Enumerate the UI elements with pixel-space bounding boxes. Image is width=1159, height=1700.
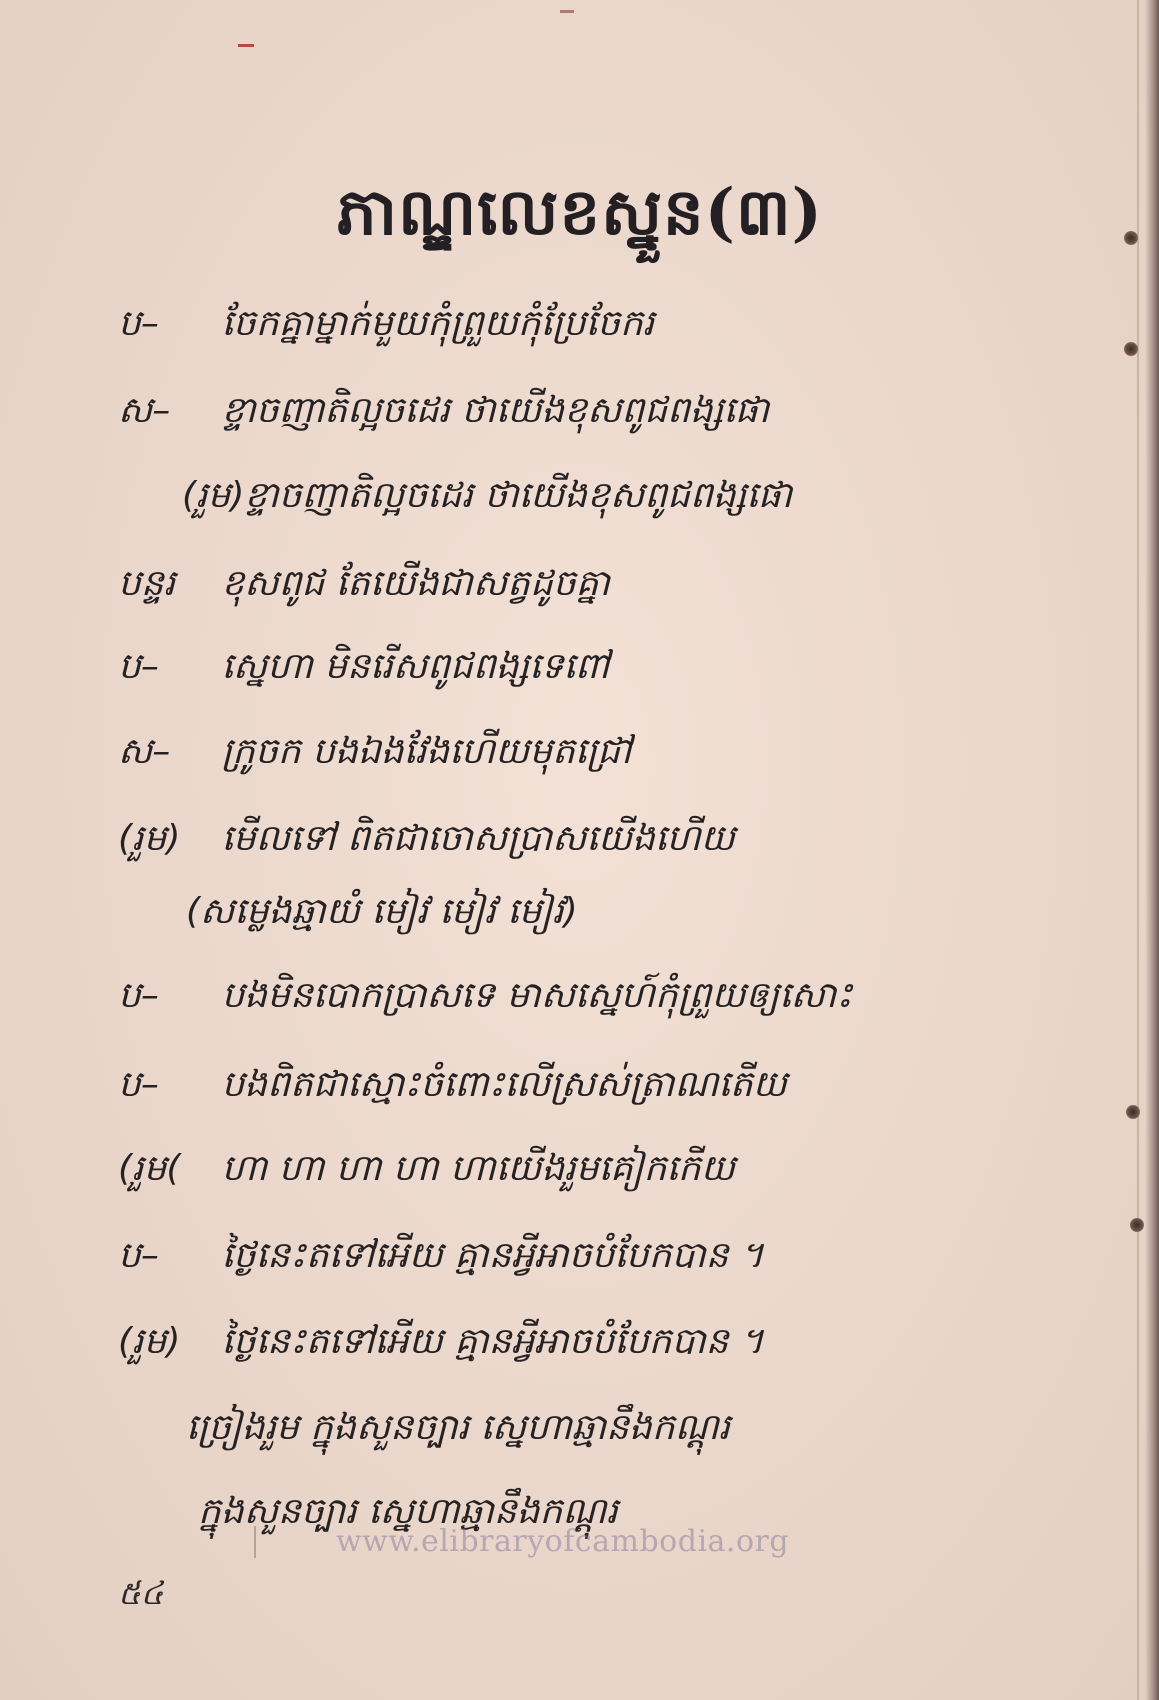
line-text: ស្នេហា មិនរើសពូជពង្សទេពៅ (221, 646, 610, 687)
speaker-label: ស– (118, 731, 171, 772)
line-text: ក្នុងសួនច្បារ ស្នេហាឆ្មានឹងកណ្តុរ (198, 1491, 618, 1532)
dialogue-line (118, 643, 609, 696)
speaker-label: ប– (118, 1064, 159, 1105)
line-text: ថ្ងៃនេះតទៅអើយ គ្មានអ្វីអាចបំបែកបាន ។ (221, 1235, 764, 1276)
ink-mark (560, 10, 574, 13)
binding-hole-3 (1126, 1105, 1140, 1119)
speaker-label: ប– (118, 975, 159, 1016)
line-text: បងពិតជាស្មោះចំពោះលើស្រស់ត្រាណតើយ (221, 1064, 787, 1105)
line-text: (រួម)ខ្ទាចញាតិល្អចដេរ ថាយើងខុសពូជពង្សផោ (182, 475, 793, 516)
speaker-label: ប– (118, 1235, 159, 1276)
scan-mark (254, 1526, 256, 1558)
dialogue-line (118, 1318, 764, 1371)
watermark: www.elibraryofcambodia.org (336, 1524, 790, 1559)
dialogue-line (118, 387, 769, 440)
dialogue-line (118, 300, 654, 353)
dialogue-line (182, 472, 792, 525)
dialogue-line (118, 1232, 764, 1285)
line-text: ក្រូចក បងឯងវែងហើយមុតជ្រៅ (221, 731, 632, 772)
ink-mark (238, 44, 254, 47)
dialogue-line (118, 972, 852, 1025)
line-text: បងមិនបោកប្រាសទេ មាសស្នេហ៍កុំព្រួយឲ្យសោះ (221, 975, 853, 1016)
line-text: ខុសពូជ តែយើងជាសត្វដូចគ្នា (221, 563, 610, 604)
binding-hole-4 (1130, 1218, 1144, 1232)
dialogue-line (118, 1145, 735, 1198)
line-text: (សម្លេងឆ្មាយំ មៀវ មៀវ មៀវ) (186, 891, 578, 932)
speaker-label: (រួម( (118, 1148, 181, 1189)
line-text: ថ្ងៃនេះតទៅអើយ គ្មានអ្វីអាចបំបែកបាន ។ (221, 1321, 764, 1362)
line-text: មើលទៅ ពិតជាចោសប្រាសយើងហើយ (221, 818, 735, 859)
line-text: ចែកគ្នាម្នាក់មួយកុំព្រួយកុំប្រែចែករ (221, 303, 655, 344)
dialogue-line (118, 728, 631, 781)
line-text: ច្រៀងរួម ក្នុងសួនច្បារ ស្នេហាឆ្មានឹងកណ្តុរ (186, 1407, 731, 1448)
dialogue-line (118, 560, 610, 613)
dialogue-line (118, 1061, 787, 1114)
binding-hole-2 (1124, 342, 1138, 356)
speaker-label: បន្ទរ (118, 563, 176, 604)
speaker-label: (រួម) (118, 1321, 181, 1362)
page-number: ៥៤ (118, 1574, 164, 1612)
line-text: ហា ហា ហា ហា ហាយើងរួមគៀកកើយ (221, 1148, 735, 1189)
speaker-label: ប– (118, 303, 159, 344)
speaker-label: ស– (118, 390, 171, 431)
speaker-label: (រួម) (118, 818, 181, 859)
dialogue-line (186, 1404, 730, 1457)
speaker-label: ប– (118, 646, 159, 687)
dialogue-line (118, 815, 735, 868)
line-text: ខ្ទាចញាតិល្អចដេរ ថាយើងខុសពូជពង្សផោ (221, 390, 770, 431)
page-title: ភាណ្ឌលេខស្នួន(៣) (336, 175, 823, 250)
dialogue-line (186, 888, 578, 941)
